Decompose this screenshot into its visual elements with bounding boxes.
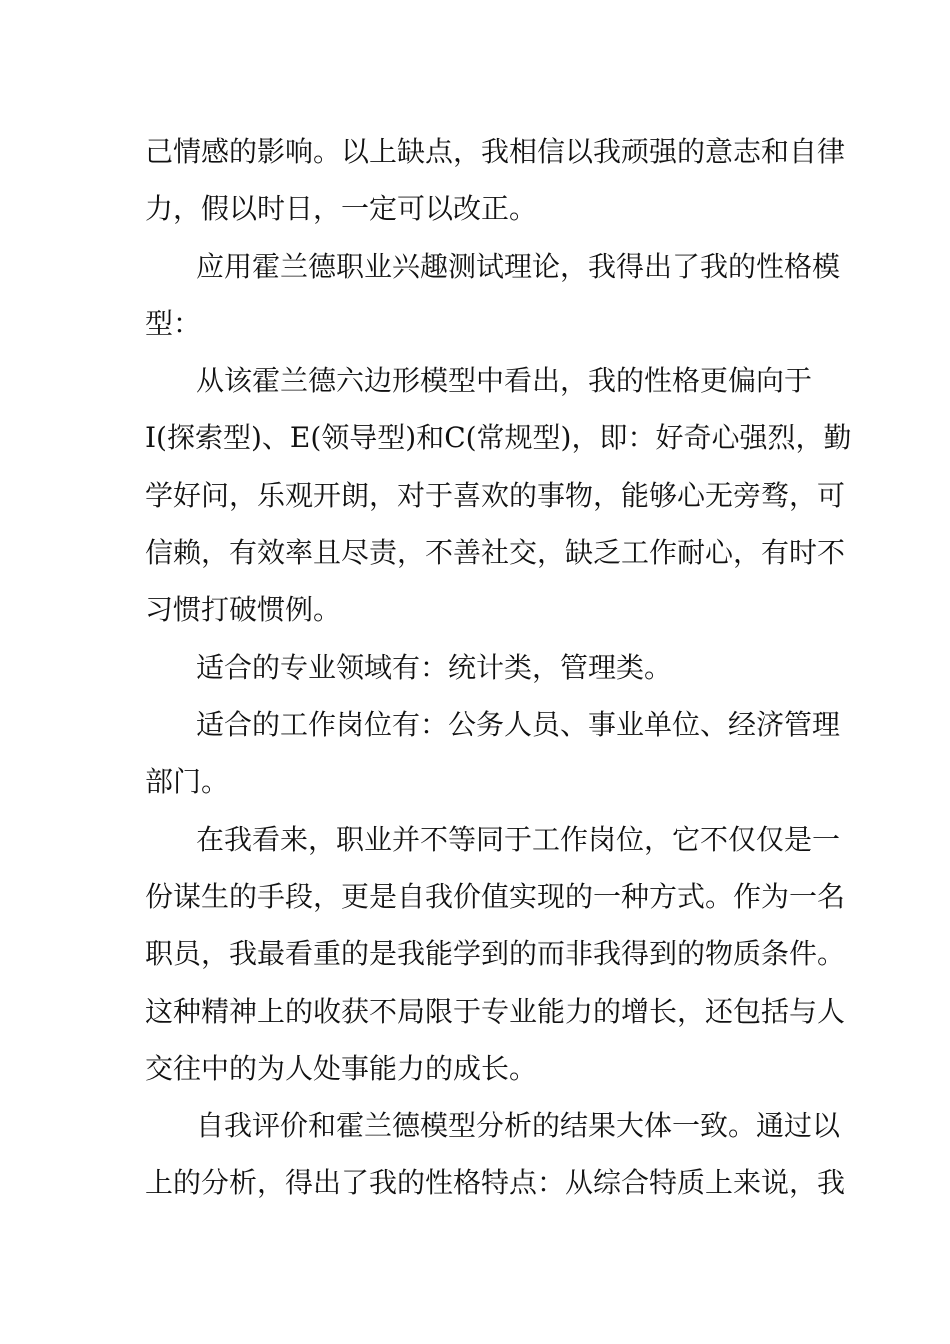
paragraph-start: 应用霍兰德职业兴趣测试理论，我得出了我的性格模 [196,250,841,283]
text-line: 力，假以时日，一定可以改正。 [145,192,538,225]
text-line: 信赖，有效率且尽责，不善社交，缺乏工作耐心，有时不 [145,536,846,569]
text-line: 习惯打破惯例。 [145,593,342,626]
text-line: 己情感的影响。以上缺点，我相信以我顽强的意志和自律 [145,135,846,168]
paragraph-start: 适合的专业领域有：统计类，管理类。 [196,651,673,684]
text-line: 上的分析，得出了我的性格特点：从综合特质上来说，我 [145,1166,846,1199]
paragraph-start: 适合的工作岗位有：公务人员、事业单位、经济管理 [196,708,841,741]
text-line: 交往中的为人处事能力的成长。 [145,1052,538,1085]
text-line: 职员，我最看重的是我能学到的而非我得到的物质条件。 [145,937,846,970]
text-line: 部门。 [145,765,230,798]
text-line: 学好问，乐观开朗，对于喜欢的事物，能够心无旁骛，可 [145,479,846,512]
paragraph-start: 从该霍兰德六边形模型中看出，我的性格更偏向于 [196,364,813,397]
paragraph-start: 自我评价和霍兰德模型分析的结果大体一致。通过以 [196,1109,841,1142]
paragraph-start: 在我看来，职业并不等同于工作岗位，它不仅仅是一 [196,823,841,856]
text-line: 这种精神上的收获不局限于专业能力的增长，还包括与人 [145,995,846,1028]
text-line: 份谋生的手段，更是自我价值实现的一种方式。作为一名 [145,880,846,913]
text-line: 型： [145,307,202,340]
text-line: I(探索型)、E(领导型)和C(常规型)，即：好奇心强烈，勤 [145,421,852,454]
